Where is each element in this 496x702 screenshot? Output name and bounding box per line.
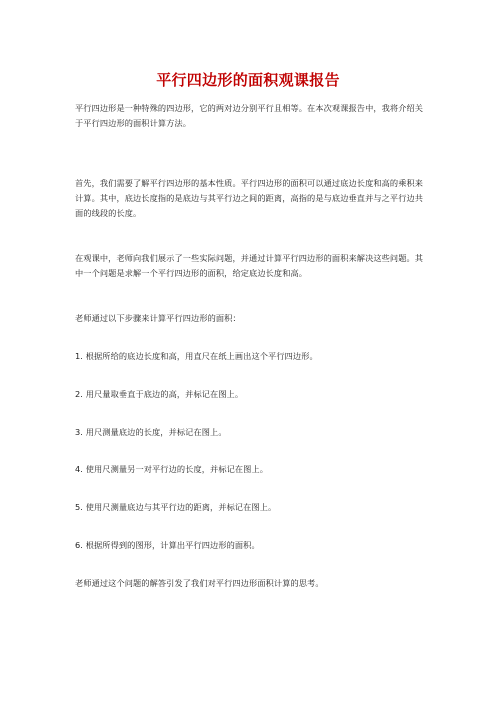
- paragraph-closing: 老师通过这个问题的解答引发了我们对平行四边形面积计算的思考。: [75, 578, 324, 588]
- paragraph-steps-intro: 老师通过以下步骤来计算平行四边形的面积：: [75, 313, 241, 323]
- step-item: 4. 使用尺测量另一对平行边的长度，并标记在图上。: [75, 464, 269, 474]
- step-item: 6. 根据所得到的图形，计算出平行四边形的面积。: [75, 540, 260, 550]
- paragraph-class-observation: 在观课中，老师向我们展示了一些实际问题，并通过计算平行四边形的面积来解决这些问题。其中一个问题是求解一个平行四边形的面积，给定底边长度和高。: [75, 253, 424, 278]
- document-title: 平行四边形的面积观课报告: [156, 71, 340, 89]
- step-item: 5. 使用尺测量底边与其平行边的距离，并标记在图上。: [75, 502, 277, 512]
- paragraph-intro: 平行四边形是一种特殊的四边形，它的两对边分别平行且相等。在本次观课报告中，我将介绍关于平行四边形的面积计算方法。: [75, 103, 424, 128]
- paragraph-properties: 首先，我们需要了解平行四边形的基本性质。平行四边形的面积可以通过底边长度和高的乘积来计算。其中，底边长度指的是底边与其平行边之间的距离，高指的是与底边垂直并与之平行边共面的线段的长度。: [75, 178, 424, 218]
- step-item: 2. 用尺量取垂直于底边的高，并标记在图上。: [75, 389, 244, 399]
- step-item: 3. 用尺测量底边的长度，并标记在图上。: [75, 427, 227, 437]
- step-item: 1. 根据所给的底边长度和高，用直尺在纸上画出这个平行四边形。: [75, 351, 318, 361]
